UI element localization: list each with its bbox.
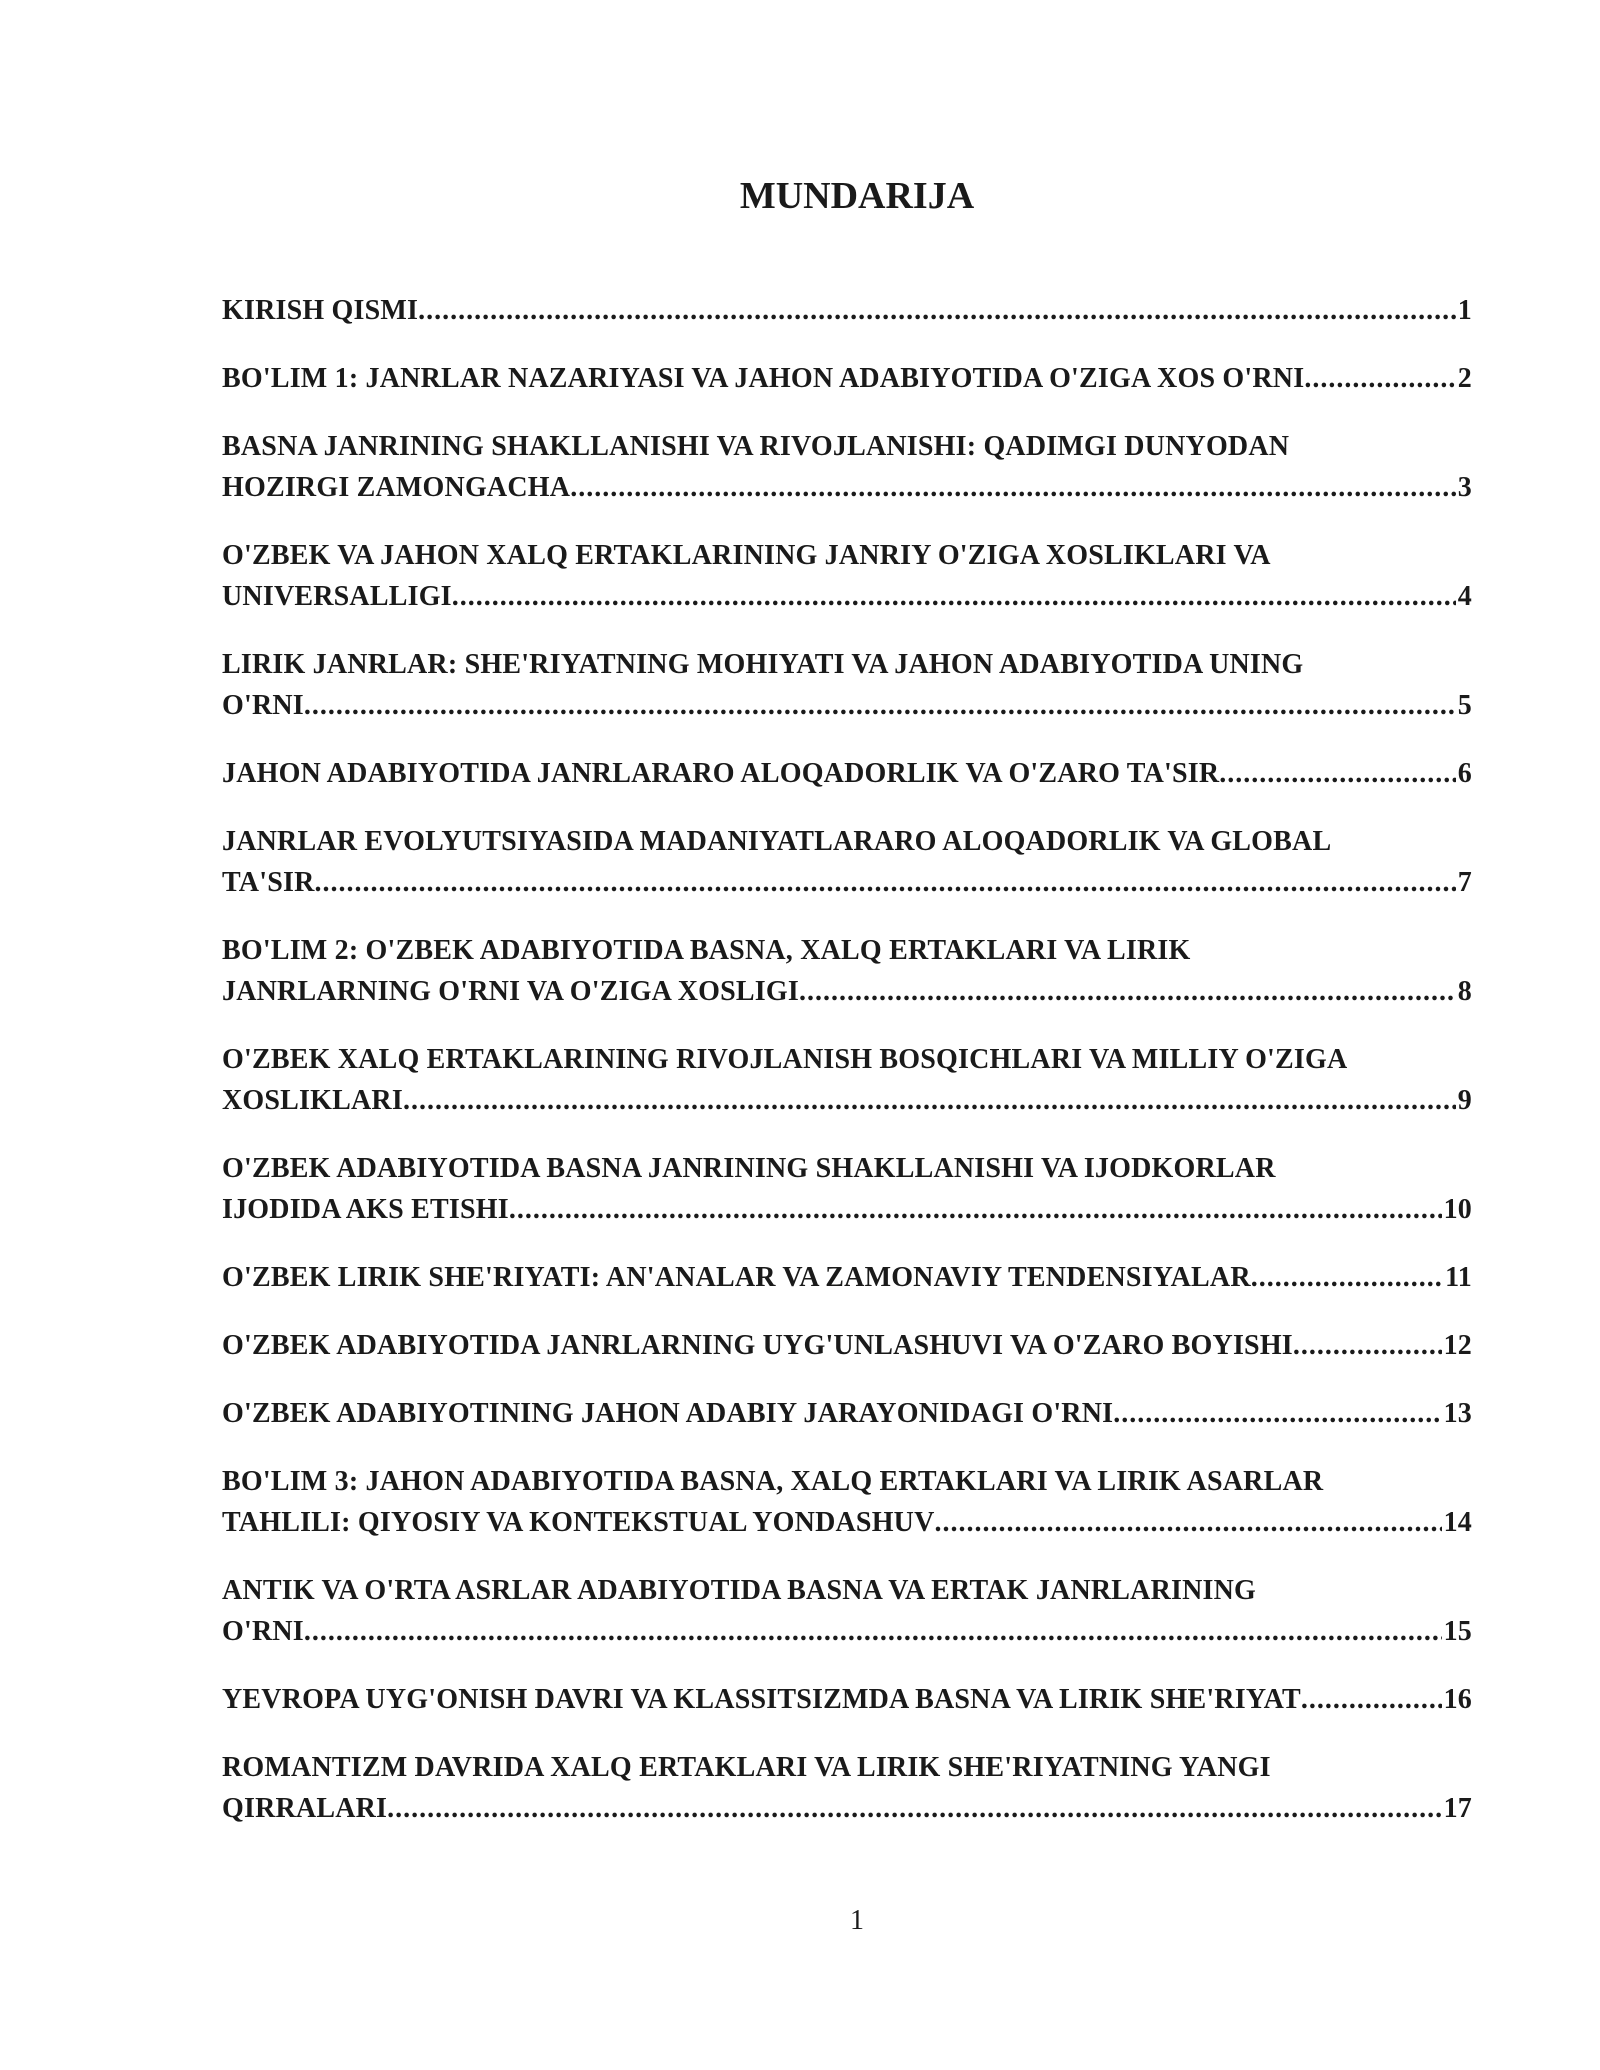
- toc-entry[interactable]: [222, 1257, 1472, 1298]
- toc-entry-leader-line: [222, 753, 1472, 794]
- toc-entry-title-line2: TAHLILI: QIYOSIY VA KONTEKSTUAL YONDASHUV: [222, 1507, 935, 1538]
- toc-entry-title-line2: QIRRALARI: [222, 1793, 388, 1824]
- toc-entry[interactable]: [222, 426, 1472, 508]
- toc-entry-title-line1: O'ZBEK XALQ ERTAKLARINING RIVOJLANISH BOSQICHLARI VA MILLIY O'ZIGA: [222, 1044, 1348, 1075]
- toc-entry-page-number: 15: [1443, 1616, 1472, 1647]
- toc-entry-title-line2: UNIVERSALLIGI: [222, 581, 452, 612]
- toc-entry[interactable]: [222, 644, 1472, 726]
- toc-entry-title-line2: HOZIRGI ZAMONGACHA: [222, 472, 571, 503]
- dot-leader: [1293, 1325, 1442, 1366]
- dot-leader: [403, 1080, 1456, 1121]
- toc-entry-page-number: 5: [1457, 690, 1472, 721]
- toc-entry[interactable]: [222, 535, 1472, 617]
- toc-entry-title-line2: IJODIDA AKS ETISHI: [222, 1194, 509, 1225]
- dot-leader: [304, 685, 1456, 726]
- dot-leader: [1304, 358, 1455, 399]
- dot-leader: [1301, 1679, 1442, 1720]
- toc-entry-title-line1: BASNA JANRINING SHAKLLANISHI VA RIVOJLANISHI: QADIMGI DUNYODAN: [222, 431, 1290, 462]
- toc-entry-title: O'ZBEK ADABIYOTINING JAHON ADABIY JARAYONIDAGI O'RNI: [222, 1398, 1114, 1429]
- toc-entry-title-line2: JANRLARNING O'RNI VA O'ZIGA XOSLIGI: [222, 976, 799, 1007]
- toc-entry-title-line2: O'RNI: [222, 690, 304, 721]
- toc-entry-title-line1: JANRLAR EVOLYUTSIYASIDA MADANIYATLARARO ALOQADORLIK VA GLOBAL: [222, 826, 1332, 857]
- page-number: 1: [850, 1905, 864, 1936]
- page-title: MUNDARIJA: [739, 175, 975, 218]
- toc-entry-title-line2: XOSLIKLARI: [222, 1085, 403, 1116]
- dot-leader: [935, 1502, 1442, 1543]
- toc-entry-title: JAHON ADABIYOTIDA JANRLARARO ALOQADORLIK VA O'ZARO TA'SIR: [222, 758, 1220, 789]
- toc-entry[interactable]: [222, 821, 1472, 903]
- toc-entry[interactable]: [222, 1461, 1472, 1543]
- toc-entry-page-number: 2: [1457, 363, 1472, 394]
- toc-entry-page-number: 1: [1457, 295, 1472, 326]
- toc-entry[interactable]: [222, 930, 1472, 1012]
- toc-entry-title: O'ZBEK LIRIK SHE'RIYATI: AN'ANALAR VA ZAMONAVIY TENDENSIYALAR: [222, 1262, 1251, 1293]
- toc-entry-title-line1: O'ZBEK ADABIYOTIDA BASNA JANRINING SHAKLLANISHI VA IJODKORLAR: [222, 1153, 1276, 1184]
- toc-entry-title: O'ZBEK ADABIYOTIDA JANRLARNING UYG'UNLASHUVI VA O'ZARO BOYISHI: [222, 1330, 1293, 1361]
- toc-entry[interactable]: [222, 1570, 1472, 1652]
- table-of-contents: [222, 290, 1472, 1856]
- dot-leader: [1219, 753, 1456, 794]
- toc-entry-title-line2: TA'SIR: [222, 867, 315, 898]
- toc-entry-page-number: 7: [1457, 867, 1472, 898]
- toc-entry-leader-line: [222, 1393, 1472, 1434]
- dot-leader: [799, 971, 1456, 1012]
- toc-entry-leader-line: [222, 685, 1472, 726]
- toc-entry-leader-line: [222, 358, 1472, 399]
- toc-entry[interactable]: [222, 290, 1472, 331]
- toc-entry-leader-line: [222, 1502, 1472, 1543]
- toc-entry-leader-line: [222, 467, 1472, 508]
- toc-entry[interactable]: [222, 1679, 1472, 1720]
- toc-entry[interactable]: [222, 753, 1472, 794]
- dot-leader: [418, 290, 1456, 331]
- dot-leader: [387, 1788, 1441, 1829]
- toc-entry-leader-line: [222, 1325, 1472, 1366]
- toc-entry-page-number: 17: [1443, 1793, 1472, 1824]
- toc-entry[interactable]: [222, 1393, 1472, 1434]
- dot-leader: [570, 467, 1456, 508]
- dot-leader: [315, 862, 1456, 903]
- dot-leader: [509, 1189, 1442, 1230]
- toc-entry-title-line1: O'ZBEK VA JAHON XALQ ERTAKLARINING JANRIY O'ZIGA XOSLIKLARI VA: [222, 540, 1271, 571]
- dot-leader: [1113, 1393, 1441, 1434]
- toc-entry-leader-line: [222, 862, 1472, 903]
- toc-entry-title: KIRISH QISMI: [222, 295, 419, 326]
- dot-leader: [304, 1611, 1442, 1652]
- toc-entry-title-line1: LIRIK JANRLAR: SHE'RIYATNING MOHIYATI VA JAHON ADABIYOTIDA UNING: [222, 649, 1304, 680]
- toc-entry-page-number: 11: [1445, 1262, 1472, 1293]
- toc-entry-title-line1: ANTIK VA O'RTA ASRLAR ADABIYOTIDA BASNA VA ERTAK JANRLARINING: [222, 1575, 1257, 1606]
- toc-entry-leader-line: [222, 1189, 1472, 1230]
- toc-entry-leader-line: [222, 1257, 1472, 1298]
- toc-entry-leader-line: [222, 576, 1472, 617]
- dot-leader: [1251, 1257, 1443, 1298]
- toc-entry-page-number: 13: [1443, 1398, 1472, 1429]
- toc-entry[interactable]: [222, 1148, 1472, 1230]
- toc-entry-leader-line: [222, 1080, 1472, 1121]
- toc-entry-leader-line: [222, 290, 1472, 331]
- toc-entry-page-number: 10: [1443, 1194, 1472, 1225]
- toc-entry[interactable]: [222, 1039, 1472, 1121]
- toc-entry-title-line2: O'RNI: [222, 1616, 304, 1647]
- toc-entry-title: BO'LIM 1: JANRLAR NAZARIYASI VA JAHON ADABIYOTIDA O'ZIGA XOS O'RNI: [222, 363, 1305, 394]
- toc-entry-page-number: 12: [1443, 1330, 1472, 1361]
- toc-entry-page-number: 6: [1457, 758, 1472, 789]
- toc-entry-page-number: 8: [1457, 976, 1472, 1007]
- toc-entry-page-number: 16: [1443, 1684, 1472, 1715]
- toc-entry[interactable]: [222, 1747, 1472, 1829]
- toc-entry-page-number: 9: [1457, 1085, 1472, 1116]
- toc-entry-page-number: 4: [1457, 581, 1472, 612]
- toc-entry-page-number: 14: [1443, 1507, 1472, 1538]
- toc-entry-title-line1: BO'LIM 3: JAHON ADABIYOTIDA BASNA, XALQ ERTAKLARI VA LIRIK ASARLAR: [222, 1466, 1324, 1497]
- dot-leader: [452, 576, 1456, 617]
- toc-entry-title-line1: BO'LIM 2: O'ZBEK ADABIYOTIDA BASNA, XALQ ERTAKLARI VA LIRIK: [222, 935, 1191, 966]
- toc-entry-title: YEVROPA UYG'ONISH DAVRI VA KLASSITSIZMDA BASNA VA LIRIK SHE'RIYAT: [222, 1684, 1301, 1715]
- toc-entry-title-line1: ROMANTIZM DAVRIDA XALQ ERTAKLARI VA LIRIK SHE'RIYATNING YANGI: [222, 1752, 1271, 1783]
- toc-entry-leader-line: [222, 971, 1472, 1012]
- toc-entry-leader-line: [222, 1611, 1472, 1652]
- toc-entry[interactable]: [222, 358, 1472, 399]
- toc-entry-leader-line: [222, 1679, 1472, 1720]
- toc-entry[interactable]: [222, 1325, 1472, 1366]
- toc-entry-leader-line: [222, 1788, 1472, 1829]
- toc-entry-page-number: 3: [1457, 472, 1472, 503]
